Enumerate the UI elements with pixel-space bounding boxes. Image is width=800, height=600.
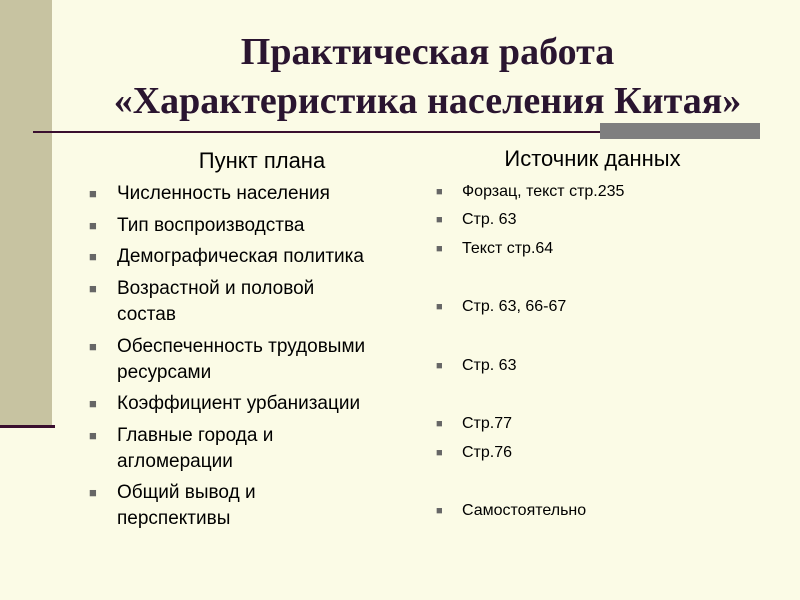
square-bullet-icon: ■ bbox=[89, 428, 97, 443]
square-bullet-icon: ■ bbox=[89, 186, 97, 201]
source-item-text: Форзац, текст стр.235 bbox=[462, 183, 625, 200]
source-item-text: Стр. 63, 66-67 bbox=[462, 298, 567, 315]
source-item bbox=[436, 297, 567, 317]
plan-item-text: Демографическая политика bbox=[117, 246, 364, 267]
plan-item bbox=[89, 244, 417, 270]
source-item bbox=[436, 356, 517, 376]
square-bullet-icon: ■ bbox=[436, 186, 443, 198]
source-item-text: Стр. 63 bbox=[462, 211, 517, 228]
plan-item-text: Главные города и bbox=[117, 425, 274, 446]
plan-item-text-continued: ресурсами bbox=[117, 362, 212, 383]
plan-item-text: Общий вывод и bbox=[117, 482, 256, 503]
source-item bbox=[436, 443, 513, 463]
square-bullet-icon: ■ bbox=[436, 447, 443, 459]
plan-item bbox=[89, 334, 417, 386]
plan-item-text: Коэффициент урбанизации bbox=[117, 393, 361, 414]
slide-title-line-2: «Характеристика населения Китая» bbox=[113, 80, 742, 122]
source-item bbox=[436, 210, 517, 230]
square-bullet-icon: ■ bbox=[436, 418, 443, 430]
plan-item-text: Численность населения bbox=[117, 183, 330, 204]
plan-item bbox=[89, 276, 417, 328]
square-bullet-icon: ■ bbox=[436, 243, 443, 255]
plan-item-text: Возрастной и половой bbox=[117, 278, 315, 299]
square-bullet-icon: ■ bbox=[89, 396, 97, 411]
square-bullet-icon: ■ bbox=[436, 360, 443, 372]
source-column-header: Источник данных bbox=[504, 146, 681, 171]
square-bullet-icon: ■ bbox=[89, 218, 97, 233]
slide-title-line-1: Практическая работа bbox=[240, 31, 615, 73]
plan-item bbox=[89, 480, 417, 532]
source-item bbox=[436, 501, 587, 521]
plan-item bbox=[89, 213, 417, 239]
source-item bbox=[436, 239, 554, 259]
source-item bbox=[436, 182, 625, 202]
square-bullet-icon: ■ bbox=[89, 281, 97, 296]
square-bullet-icon: ■ bbox=[436, 505, 443, 517]
slide-title bbox=[55, 28, 800, 126]
decorative-side-band bbox=[0, 0, 52, 427]
source-item-text: Стр.76 bbox=[462, 444, 513, 461]
plan-item bbox=[89, 423, 417, 475]
plan-item-text: Тип воспроизводства bbox=[117, 215, 305, 236]
decorative-side-line bbox=[0, 425, 55, 428]
plan-item-text-continued: состав bbox=[117, 304, 176, 325]
square-bullet-icon: ■ bbox=[89, 339, 97, 354]
plan-item bbox=[89, 181, 417, 207]
plan-item bbox=[89, 391, 417, 417]
source-item-text: Самостоятельно bbox=[462, 502, 587, 519]
source-item-text: Текст стр.64 bbox=[462, 240, 554, 257]
source-item-text: Стр.77 bbox=[462, 415, 513, 432]
source-item-text: Стр. 63 bbox=[462, 357, 517, 374]
title-divider-accent bbox=[600, 123, 760, 139]
source-item bbox=[436, 414, 513, 434]
plan-item-text-continued: агломерации bbox=[117, 451, 233, 472]
plan-column-header: Пункт плана bbox=[198, 148, 326, 173]
square-bullet-icon: ■ bbox=[89, 485, 97, 500]
square-bullet-icon: ■ bbox=[89, 249, 97, 264]
plan-item-text: Обеспеченность трудовыми bbox=[117, 336, 366, 357]
square-bullet-icon: ■ bbox=[436, 301, 443, 313]
square-bullet-icon: ■ bbox=[436, 214, 443, 226]
plan-item-text-continued: перспективы bbox=[117, 508, 231, 529]
